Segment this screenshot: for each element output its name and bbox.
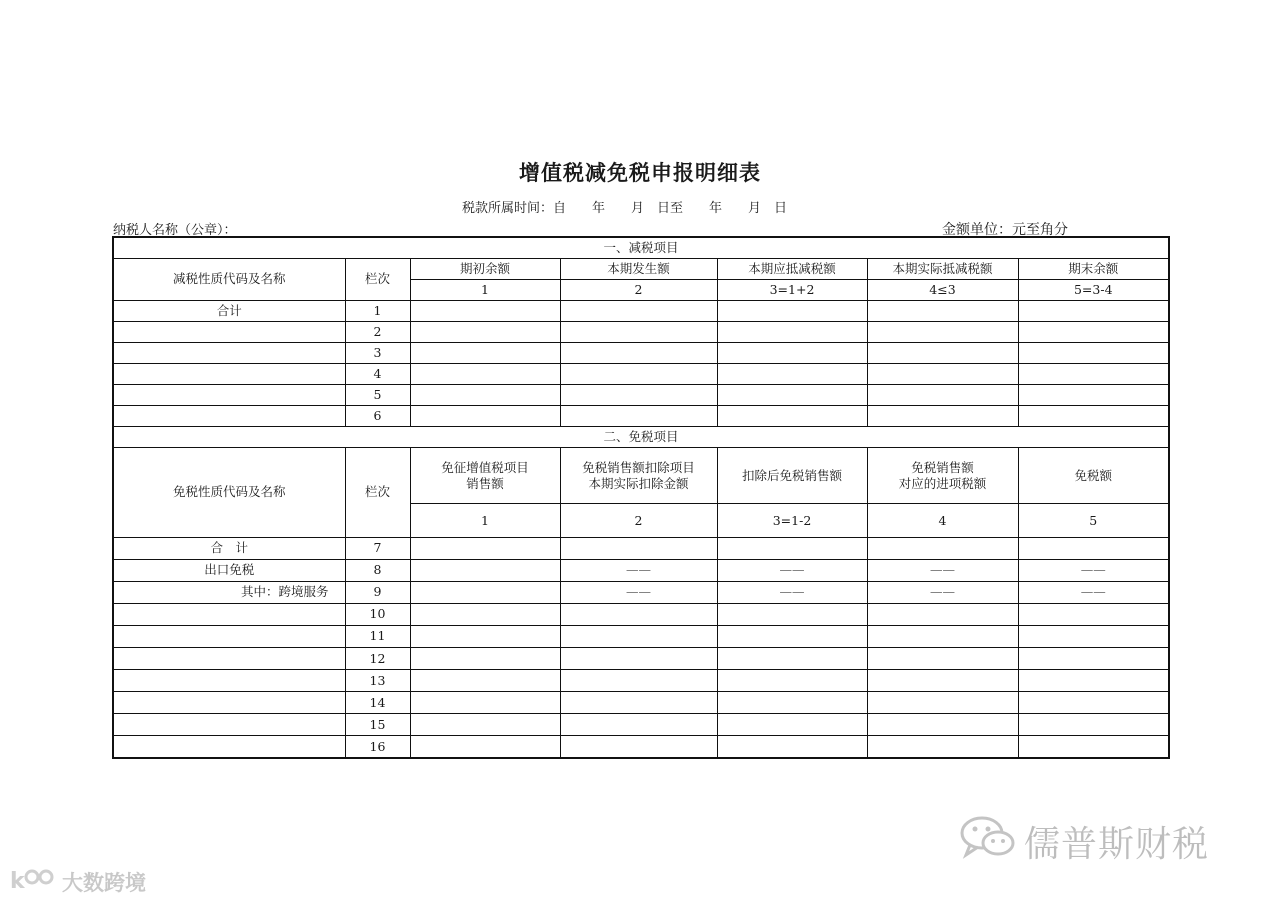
taxpayer-name-label: 纳税人名称（公章）： — [113, 223, 237, 238]
reduction-column-header: 期末余额 — [1018, 258, 1169, 279]
amount-cell[interactable] — [717, 625, 867, 647]
reduction-column-number: 2 — [560, 279, 717, 300]
table-row — [113, 363, 1169, 384]
amount-cell[interactable] — [560, 603, 717, 625]
amount-cell[interactable] — [560, 648, 717, 670]
amount-cell[interactable] — [410, 692, 560, 714]
amount-cell[interactable] — [1018, 670, 1169, 692]
table-row — [113, 342, 1169, 363]
amount-cell[interactable] — [867, 406, 1018, 427]
not-applicable-dash: —— — [560, 559, 717, 581]
row-name[interactable] — [113, 670, 345, 692]
row-name: 其中：跨境服务 — [113, 581, 345, 603]
watermark-text: 儒普斯财税 — [1024, 823, 1210, 865]
table-row — [113, 648, 1169, 670]
reduction-column-header: 本期发生额 — [560, 258, 717, 279]
amount-cell[interactable] — [717, 385, 867, 406]
watermark-brand-right — [958, 815, 1209, 867]
exemption-column-number: 1 — [410, 504, 560, 537]
reduction-column-header: 本期实际抵减税额 — [867, 258, 1018, 279]
row-line-number: 4 — [345, 363, 410, 384]
amount-cell[interactable] — [867, 736, 1018, 758]
reduction-line-header: 栏次 — [345, 258, 410, 300]
amount-cell[interactable] — [867, 648, 1018, 670]
reduction-code-header: 减税性质代码及名称 — [113, 258, 345, 300]
exemption-column-number: 2 — [560, 504, 717, 537]
watermark-brand-left — [8, 865, 146, 899]
amount-cell[interactable] — [560, 385, 717, 406]
table-row — [113, 692, 1169, 714]
amount-cell[interactable] — [410, 625, 560, 647]
amount-cell[interactable] — [560, 406, 717, 427]
amount-cell[interactable] — [1018, 300, 1169, 321]
amount-cell[interactable] — [560, 342, 717, 363]
amount-cell[interactable] — [410, 581, 560, 603]
row-line-number: 8 — [345, 559, 410, 581]
amount-cell[interactable] — [410, 342, 560, 363]
amount-cell[interactable] — [717, 321, 867, 342]
amount-cell[interactable] — [560, 625, 717, 647]
amount-cell[interactable] — [1018, 342, 1169, 363]
amount-cell[interactable] — [560, 363, 717, 384]
table-row — [113, 537, 1169, 559]
table-row — [113, 670, 1169, 692]
row-line-number: 3 — [345, 342, 410, 363]
amount-cell[interactable] — [717, 736, 867, 758]
exemption-column-header: 免税销售额 对应的进项税额 — [867, 448, 1018, 504]
amount-cell[interactable] — [1018, 714, 1169, 736]
amount-cell[interactable] — [717, 603, 867, 625]
amount-cell[interactable] — [410, 363, 560, 384]
row-line-number: 13 — [345, 670, 410, 692]
table-row — [113, 603, 1169, 625]
row-name[interactable] — [113, 736, 345, 758]
svg-text:k: k — [10, 868, 25, 894]
row-name: 合 计 — [113, 537, 345, 559]
amount-unit-label: 金额单位：元至角分 — [942, 222, 1068, 238]
amount-cell[interactable] — [410, 603, 560, 625]
brand-logo-icon — [8, 865, 58, 900]
amount-cell[interactable] — [410, 385, 560, 406]
row-line-number: 1 — [345, 300, 410, 321]
amount-cell[interactable] — [717, 692, 867, 714]
reduction-column-header: 期初余额 — [410, 258, 560, 279]
amount-cell[interactable] — [1018, 406, 1169, 427]
amount-cell[interactable] — [1018, 321, 1169, 342]
amount-cell[interactable] — [560, 714, 717, 736]
amount-cell[interactable] — [560, 537, 717, 559]
exemption-line-header: 栏次 — [345, 448, 410, 537]
amount-cell[interactable] — [717, 714, 867, 736]
row-name[interactable] — [113, 385, 345, 406]
row-name[interactable] — [113, 692, 345, 714]
amount-cell[interactable] — [867, 321, 1018, 342]
row-name[interactable] — [113, 342, 345, 363]
row-line-number: 16 — [345, 736, 410, 758]
exemption-column-header: 免税额 — [1018, 448, 1169, 504]
amount-cell[interactable] — [717, 537, 867, 559]
table-row — [113, 300, 1169, 321]
tax-period-line: 税款所属时间：自 年 月 日至 年 月 日 — [462, 201, 788, 216]
reduction-column-number: 4≤3 — [867, 279, 1018, 300]
amount-cell[interactable] — [1018, 736, 1169, 758]
row-name[interactable] — [113, 648, 345, 670]
amount-cell[interactable] — [717, 670, 867, 692]
table-row — [113, 385, 1169, 406]
reduction-section-title: 一、减税项目 — [113, 237, 1169, 258]
not-applicable-dash: —— — [560, 581, 717, 603]
not-applicable-dash: —— — [1018, 581, 1169, 603]
amount-cell[interactable] — [410, 736, 560, 758]
table-row — [113, 559, 1169, 581]
row-line-number: 9 — [345, 581, 410, 603]
amount-cell[interactable] — [867, 692, 1018, 714]
amount-cell[interactable] — [410, 714, 560, 736]
amount-cell[interactable] — [1018, 363, 1169, 384]
amount-cell[interactable] — [867, 342, 1018, 363]
amount-cell[interactable] — [867, 625, 1018, 647]
row-line-number: 11 — [345, 625, 410, 647]
amount-cell[interactable] — [410, 648, 560, 670]
not-applicable-dash: —— — [867, 559, 1018, 581]
row-name: 出口免税 — [113, 559, 345, 581]
page-title: 增值税减免税申报明细表 — [519, 161, 761, 185]
amount-cell[interactable] — [560, 670, 717, 692]
exemption-section-title: 二、免税项目 — [113, 427, 1169, 448]
amount-cell[interactable] — [867, 300, 1018, 321]
amount-cell[interactable] — [717, 300, 867, 321]
amount-cell[interactable] — [717, 406, 867, 427]
amount-cell[interactable] — [1018, 648, 1169, 670]
table-row — [113, 714, 1169, 736]
row-name[interactable] — [113, 321, 345, 342]
amount-cell[interactable] — [1018, 603, 1169, 625]
exemption-column-number: 5 — [1018, 504, 1169, 537]
amount-cell[interactable] — [717, 342, 867, 363]
reduction-column-number: 5=3-4 — [1018, 279, 1169, 300]
row-name[interactable] — [113, 603, 345, 625]
reduction-column-number: 1 — [410, 279, 560, 300]
exemption-column-number: 4 — [867, 504, 1018, 537]
exemption-code-header: 免税性质代码及名称 — [113, 448, 345, 537]
row-name[interactable] — [113, 406, 345, 427]
exemption-column-header: 免税销售额扣除项目 本期实际扣除金额 — [560, 448, 717, 504]
amount-cell[interactable] — [410, 559, 560, 581]
amount-cell[interactable] — [867, 537, 1018, 559]
reduction-column-header: 本期应抵减税额 — [717, 258, 867, 279]
amount-cell[interactable] — [410, 321, 560, 342]
exemption-column-number: 3=1-2 — [717, 504, 867, 537]
amount-cell[interactable] — [1018, 537, 1169, 559]
amount-cell[interactable] — [410, 406, 560, 427]
table-row — [113, 321, 1169, 342]
table-row — [113, 736, 1169, 758]
amount-cell[interactable] — [867, 385, 1018, 406]
table-row — [113, 581, 1169, 603]
amount-cell[interactable] — [867, 603, 1018, 625]
row-line-number: 10 — [345, 603, 410, 625]
amount-cell[interactable] — [410, 537, 560, 559]
amount-cell[interactable] — [410, 300, 560, 321]
row-line-number: 14 — [345, 692, 410, 714]
amount-cell[interactable] — [1018, 692, 1169, 714]
row-line-number: 2 — [345, 321, 410, 342]
row-name[interactable] — [113, 363, 345, 384]
amount-cell[interactable] — [867, 714, 1018, 736]
amount-cell[interactable] — [717, 648, 867, 670]
amount-cell[interactable] — [560, 321, 717, 342]
table-row — [113, 406, 1169, 427]
row-name: 合计 — [113, 300, 345, 321]
amount-cell[interactable] — [717, 363, 867, 384]
declaration-table — [112, 236, 1170, 759]
wechat-icon — [958, 813, 1018, 870]
amount-cell[interactable] — [1018, 385, 1169, 406]
not-applicable-dash: —— — [717, 559, 867, 581]
amount-cell[interactable] — [560, 736, 717, 758]
row-line-number: 5 — [345, 385, 410, 406]
exemption-column-header: 免征增值税项目 销售额 — [410, 448, 560, 504]
amount-cell[interactable] — [560, 692, 717, 714]
table-row — [113, 625, 1169, 647]
watermark-text: 大数跨境 — [62, 871, 146, 895]
row-line-number: 6 — [345, 406, 410, 427]
amount-cell[interactable] — [867, 670, 1018, 692]
amount-cell[interactable] — [1018, 625, 1169, 647]
not-applicable-dash: —— — [717, 581, 867, 603]
not-applicable-dash: —— — [1018, 559, 1169, 581]
amount-cell[interactable] — [867, 363, 1018, 384]
amount-cell[interactable] — [410, 670, 560, 692]
row-name[interactable] — [113, 625, 345, 647]
row-line-number: 7 — [345, 537, 410, 559]
exemption-column-header: 扣除后免税销售额 — [717, 448, 867, 504]
amount-cell[interactable] — [560, 300, 717, 321]
not-applicable-dash: —— — [867, 581, 1018, 603]
row-name[interactable] — [113, 714, 345, 736]
row-line-number: 12 — [345, 648, 410, 670]
reduction-column-number: 3=1+2 — [717, 279, 867, 300]
row-line-number: 15 — [345, 714, 410, 736]
